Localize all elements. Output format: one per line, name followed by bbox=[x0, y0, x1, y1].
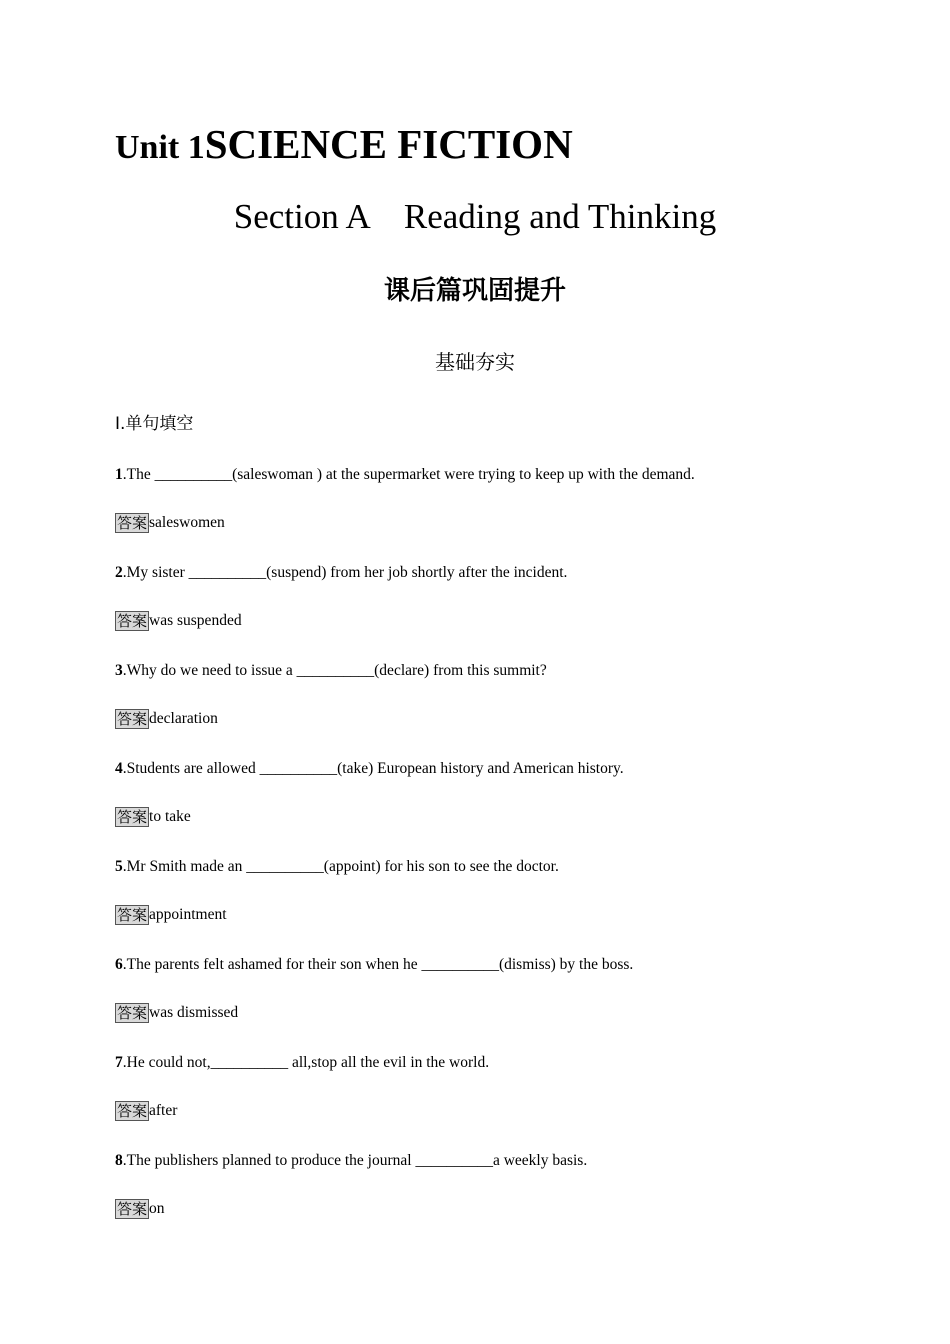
answer-tag: 答案 bbox=[117, 710, 148, 728]
answer-text: was suspended bbox=[149, 611, 242, 629]
answer-5 bbox=[115, 905, 227, 925]
section-title: Section A Reading and Thinking bbox=[233, 197, 717, 236]
question-text: .He could not,__________ all,stop all the evil in the world. bbox=[122, 1054, 490, 1071]
sub-title: 课后篇巩固提升 bbox=[383, 276, 566, 306]
unit-title bbox=[115, 121, 573, 167]
answer-text: was dismissed bbox=[149, 1003, 239, 1021]
question-8 bbox=[115, 1152, 587, 1171]
answer-text: after bbox=[149, 1101, 178, 1119]
answer-text: saleswomen bbox=[149, 513, 225, 531]
question-text: .Students are allowed __________(take) European history and American history. bbox=[122, 760, 624, 777]
question-text: .The __________(saleswoman ) at the supermarket were trying to keep up with the demand. bbox=[122, 466, 695, 483]
question-number: 7 bbox=[115, 1054, 123, 1071]
question-number: 6 bbox=[115, 956, 123, 973]
question-text: .Mr Smith made an __________(appoint) for his son to see the doctor. bbox=[122, 858, 559, 875]
question-number: 1 bbox=[115, 466, 123, 483]
unit-number: Unit 1 bbox=[115, 129, 205, 166]
answer-1 bbox=[115, 513, 225, 533]
answer-text: on bbox=[149, 1199, 165, 1217]
answer-tag: 答案 bbox=[117, 612, 148, 630]
answer-6 bbox=[115, 1003, 238, 1023]
question-number: 5 bbox=[115, 858, 123, 875]
part-heading: Ⅰ.单句填空 bbox=[115, 414, 194, 434]
question-number: 3 bbox=[115, 662, 123, 679]
question-text: .Why do we need to issue a __________(declare) from this summit? bbox=[122, 662, 547, 679]
question-7 bbox=[115, 1054, 489, 1073]
question-5 bbox=[115, 858, 559, 877]
question-3 bbox=[115, 662, 547, 681]
answer-2 bbox=[115, 611, 242, 631]
answer-text: appointment bbox=[149, 905, 227, 923]
answer-3 bbox=[115, 709, 218, 729]
question-number: 8 bbox=[115, 1152, 123, 1169]
question-number: 2 bbox=[115, 564, 123, 581]
answer-text: declaration bbox=[149, 709, 218, 727]
question-text: .My sister __________(suspend) from her job shortly after the incident. bbox=[122, 564, 568, 581]
answer-tag: 答案 bbox=[117, 808, 148, 826]
question-6 bbox=[115, 956, 633, 975]
answer-tag: 答案 bbox=[117, 1200, 148, 1218]
answer-tag: 答案 bbox=[117, 514, 148, 532]
question-4 bbox=[115, 760, 624, 779]
answer-tag: 答案 bbox=[117, 1004, 148, 1022]
question-number: 4 bbox=[115, 760, 123, 777]
answer-tag: 答案 bbox=[117, 906, 148, 924]
question-2 bbox=[115, 564, 567, 583]
answer-7 bbox=[115, 1101, 177, 1121]
unit-name: SCIENCE FICTION bbox=[204, 121, 573, 167]
answer-8 bbox=[115, 1199, 165, 1219]
answer-4 bbox=[115, 807, 191, 827]
level-title: 基础夯实 bbox=[435, 350, 515, 374]
question-text: .The parents felt ashamed for their son when he __________(dismiss) by the boss. bbox=[122, 956, 634, 973]
question-text: .The publishers planned to produce the journal __________a weekly basis. bbox=[122, 1152, 588, 1169]
answer-text: to take bbox=[149, 807, 191, 825]
question-1 bbox=[115, 466, 695, 485]
answer-tag: 答案 bbox=[117, 1102, 148, 1120]
